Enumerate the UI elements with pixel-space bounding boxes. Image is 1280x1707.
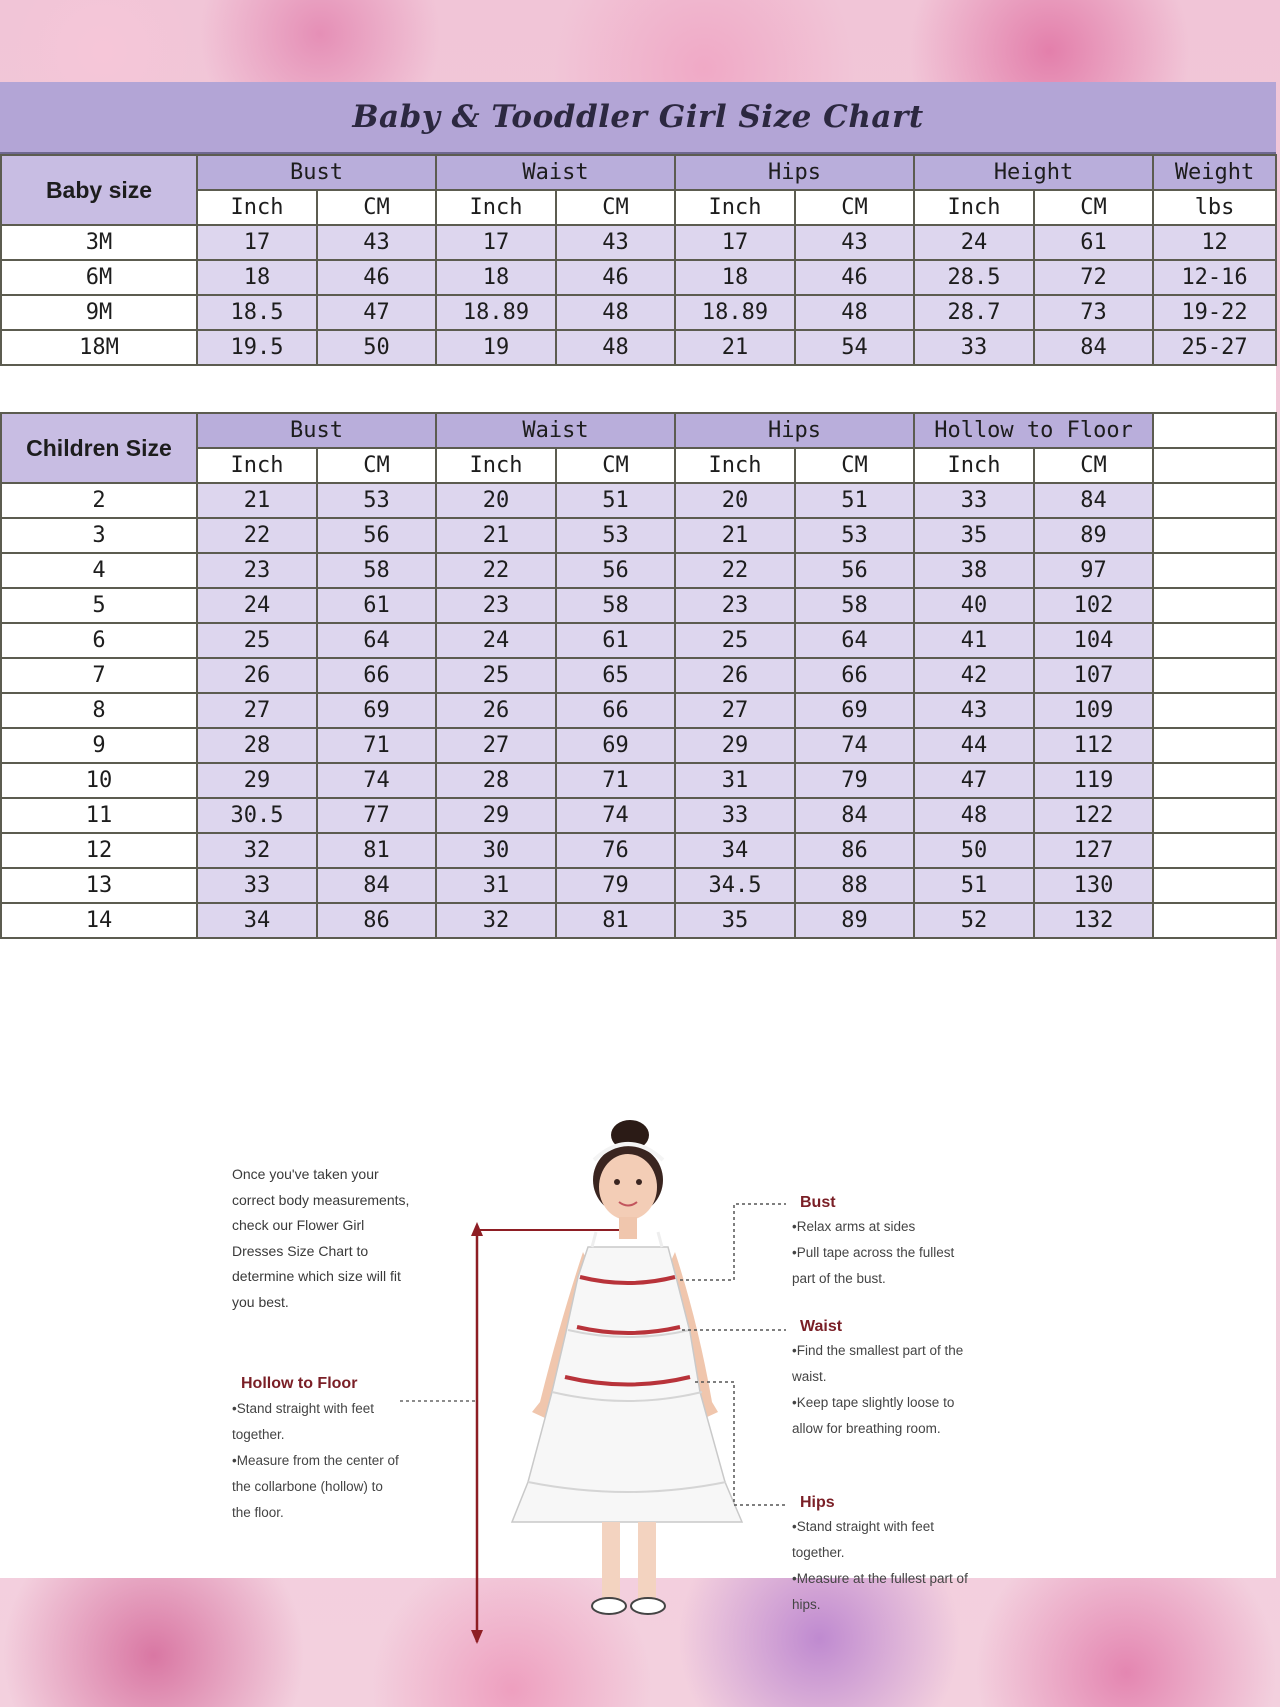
value-cell: 97 <box>1034 553 1153 588</box>
value-cell: 28.7 <box>914 295 1034 330</box>
value-cell: 27 <box>197 693 317 728</box>
right-shoe <box>631 1598 665 1614</box>
value-cell: 66 <box>556 693 675 728</box>
value-cell: 24 <box>914 225 1034 260</box>
value-cell: 86 <box>795 833 914 868</box>
value-cell: 132 <box>1034 903 1153 938</box>
empty-cell <box>1153 518 1276 553</box>
value-cell: 69 <box>556 728 675 763</box>
bust-heading: Bust <box>800 1194 836 1211</box>
value-cell: 104 <box>1034 623 1153 658</box>
unit-header: CM <box>317 448 436 483</box>
value-cell: 61 <box>1034 225 1153 260</box>
size-cell: 13 <box>1 868 197 903</box>
value-cell: 18.89 <box>436 295 556 330</box>
value-cell: 74 <box>317 763 436 798</box>
table-row <box>1 588 1276 623</box>
value-cell: 32 <box>197 833 317 868</box>
value-cell: 25 <box>436 658 556 693</box>
right-leg <box>638 1522 656 1602</box>
value-cell: 51 <box>914 868 1034 903</box>
size-cell: 9M <box>1 295 197 330</box>
size-cell: 3M <box>1 225 197 260</box>
value-cell: 25 <box>675 623 795 658</box>
value-cell: 51 <box>795 483 914 518</box>
value-cell: 76 <box>556 833 675 868</box>
bust-leader <box>680 1204 786 1280</box>
table-row <box>1 903 1276 938</box>
unit-header: CM <box>795 448 914 483</box>
value-cell: 107 <box>1034 658 1153 693</box>
empty-cell <box>1153 798 1276 833</box>
value-cell: 56 <box>795 553 914 588</box>
chart-title-bar <box>0 82 1276 154</box>
value-cell: 18.89 <box>675 295 795 330</box>
value-cell: 18 <box>675 260 795 295</box>
value-cell: 23 <box>436 588 556 623</box>
value-cell: 35 <box>675 903 795 938</box>
group-header: Height <box>914 155 1153 190</box>
size-column-header: Children Size <box>1 413 197 483</box>
intro-line: check our Flower Girl <box>232 1217 365 1233</box>
value-cell: 17 <box>436 225 556 260</box>
value-cell: 58 <box>556 588 675 623</box>
table-row <box>1 868 1276 903</box>
empty-cell <box>1153 763 1276 798</box>
baby-size-table <box>0 154 1277 366</box>
value-cell: 27 <box>436 728 556 763</box>
value-cell: 35 <box>914 518 1034 553</box>
value-cell: 50 <box>317 330 436 365</box>
value-cell: 48 <box>556 295 675 330</box>
value-cell: 64 <box>795 623 914 658</box>
unit-header: Inch <box>197 190 317 225</box>
bust-line: part of the bust. <box>792 1271 886 1286</box>
unit-header: CM <box>556 190 675 225</box>
value-cell: 30 <box>436 833 556 868</box>
value-cell: 77 <box>317 798 436 833</box>
size-cell: 7 <box>1 658 197 693</box>
left-shoe <box>592 1598 626 1614</box>
value-cell: 69 <box>795 693 914 728</box>
measurement-guide <box>0 1062 1276 1660</box>
value-cell: 73 <box>1034 295 1153 330</box>
intro-line: Dresses Size Chart to <box>232 1242 369 1259</box>
unit-header: CM <box>317 190 436 225</box>
value-cell: 81 <box>317 833 436 868</box>
face <box>599 1154 657 1220</box>
value-cell: 84 <box>317 868 436 903</box>
value-cell: 86 <box>317 903 436 938</box>
size-cell: 6M <box>1 260 197 295</box>
value-cell: 25 <box>197 623 317 658</box>
value-cell: 66 <box>795 658 914 693</box>
value-cell: 17 <box>197 225 317 260</box>
group-header-row <box>1 155 1276 190</box>
hips-heading: Hips <box>800 1494 835 1511</box>
value-cell: 72 <box>1034 260 1153 295</box>
table-row <box>1 798 1276 833</box>
value-cell: 44 <box>914 728 1034 763</box>
unit-header: CM <box>1034 190 1153 225</box>
value-cell: 12-16 <box>1153 260 1276 295</box>
intro-line: correct body measurements, <box>232 1191 410 1208</box>
value-cell: 32 <box>436 903 556 938</box>
value-cell: 26 <box>436 693 556 728</box>
empty-cell <box>1153 728 1276 763</box>
empty-cell <box>1153 658 1276 693</box>
value-cell: 31 <box>436 868 556 903</box>
value-cell: 56 <box>317 518 436 553</box>
table-row <box>1 763 1276 798</box>
table-row <box>1 260 1276 295</box>
value-cell: 33 <box>197 868 317 903</box>
unit-header: CM <box>795 190 914 225</box>
value-cell: 46 <box>795 260 914 295</box>
hollow-line: •Measure from the center of <box>232 1453 399 1468</box>
value-cell: 42 <box>914 658 1034 693</box>
value-cell: 28 <box>197 728 317 763</box>
unit-header: CM <box>556 448 675 483</box>
empty-cell <box>1153 693 1276 728</box>
value-cell: 26 <box>675 658 795 693</box>
hips-line: •Measure at the fullest part of <box>792 1571 968 1586</box>
table-row <box>1 330 1276 365</box>
hollow-line: •Stand straight with feet <box>232 1401 375 1416</box>
value-cell: 79 <box>795 763 914 798</box>
waist-line: waist. <box>792 1369 827 1384</box>
value-cell: 119 <box>1034 763 1153 798</box>
value-cell: 18.5 <box>197 295 317 330</box>
value-cell: 24 <box>436 623 556 658</box>
value-cell: 28.5 <box>914 260 1034 295</box>
value-cell: 56 <box>556 553 675 588</box>
empty-cell <box>1153 553 1276 588</box>
size-cell: 12 <box>1 833 197 868</box>
group-header-row <box>1 413 1276 448</box>
value-cell: 22 <box>436 553 556 588</box>
group-header: Bust <box>197 155 436 190</box>
value-cell: 22 <box>675 553 795 588</box>
value-cell: 47 <box>317 295 436 330</box>
table-row <box>1 518 1276 553</box>
value-cell: 81 <box>556 903 675 938</box>
value-cell: 52 <box>914 903 1034 938</box>
value-cell: 127 <box>1034 833 1153 868</box>
value-cell: 17 <box>675 225 795 260</box>
unit-header: Inch <box>436 448 556 483</box>
size-chart-sheet <box>0 82 1276 1612</box>
value-cell: 21 <box>197 483 317 518</box>
unit-header: Inch <box>675 190 795 225</box>
value-cell: 122 <box>1034 798 1153 833</box>
children-size-table <box>0 412 1277 939</box>
value-cell: 33 <box>675 798 795 833</box>
unit-header: Inch <box>675 448 795 483</box>
value-cell: 53 <box>317 483 436 518</box>
value-cell: 43 <box>914 693 1034 728</box>
value-cell: 23 <box>197 553 317 588</box>
value-cell: 19.5 <box>197 330 317 365</box>
value-cell: 25-27 <box>1153 330 1276 365</box>
size-cell: 5 <box>1 588 197 623</box>
value-cell: 43 <box>556 225 675 260</box>
value-cell: 34 <box>675 833 795 868</box>
value-cell: 64 <box>317 623 436 658</box>
unit-header: Inch <box>914 448 1034 483</box>
value-cell: 21 <box>436 518 556 553</box>
value-cell: 84 <box>795 798 914 833</box>
group-header: Waist <box>436 413 675 448</box>
size-cell: 2 <box>1 483 197 518</box>
table-row <box>1 553 1276 588</box>
value-cell: 51 <box>556 483 675 518</box>
size-cell: 9 <box>1 728 197 763</box>
size-cell: 6 <box>1 623 197 658</box>
table-row <box>1 483 1276 518</box>
value-cell: 34 <box>197 903 317 938</box>
size-cell: 10 <box>1 763 197 798</box>
value-cell: 46 <box>317 260 436 295</box>
size-cell: 11 <box>1 798 197 833</box>
table-row <box>1 658 1276 693</box>
value-cell: 38 <box>914 553 1034 588</box>
table-row <box>1 728 1276 763</box>
value-cell: 89 <box>1034 518 1153 553</box>
value-cell: 29 <box>675 728 795 763</box>
value-cell: 23 <box>675 588 795 623</box>
waist-line: •Keep tape slightly loose to <box>792 1395 955 1410</box>
value-cell: 34.5 <box>675 868 795 903</box>
value-cell: 58 <box>795 588 914 623</box>
value-cell: 22 <box>197 518 317 553</box>
value-cell: 50 <box>914 833 1034 868</box>
size-cell: 14 <box>1 903 197 938</box>
empty-cell <box>1153 588 1276 623</box>
value-cell: 109 <box>1034 693 1153 728</box>
value-cell: 19-22 <box>1153 295 1276 330</box>
value-cell: 54 <box>795 330 914 365</box>
bust-line: •Pull tape across the fullest <box>792 1245 955 1260</box>
hollow-line: the floor. <box>232 1505 284 1520</box>
value-cell: 48 <box>795 295 914 330</box>
waist-heading: Waist <box>800 1318 843 1335</box>
value-cell: 40 <box>914 588 1034 623</box>
table-row <box>1 225 1276 260</box>
value-cell: 61 <box>317 588 436 623</box>
value-cell: 21 <box>675 518 795 553</box>
value-cell: 74 <box>556 798 675 833</box>
value-cell: 84 <box>1034 330 1153 365</box>
size-cell: 3 <box>1 518 197 553</box>
unit-header: CM <box>1034 448 1153 483</box>
group-header: Hips <box>675 155 914 190</box>
empty-cell <box>1153 448 1276 483</box>
hollow-line: the collarbone (hollow) to <box>232 1479 383 1494</box>
hips-line: •Stand straight with feet <box>792 1519 935 1534</box>
value-cell: 41 <box>914 623 1034 658</box>
group-header: Hips <box>675 413 914 448</box>
value-cell: 89 <box>795 903 914 938</box>
value-cell: 20 <box>436 483 556 518</box>
value-cell: 84 <box>1034 483 1153 518</box>
size-cell: 4 <box>1 553 197 588</box>
value-cell: 31 <box>675 763 795 798</box>
value-cell: 28 <box>436 763 556 798</box>
waist-line: allow for breathing room. <box>792 1421 941 1436</box>
empty-cell <box>1153 483 1276 518</box>
left-leg <box>602 1522 620 1602</box>
value-cell: 65 <box>556 658 675 693</box>
hips-line: hips. <box>792 1597 821 1612</box>
value-cell: 24 <box>197 588 317 623</box>
value-cell: 12 <box>1153 225 1276 260</box>
empty-cell <box>1153 903 1276 938</box>
intro-line: Once you've taken your <box>232 1166 379 1182</box>
waist-line: •Find the smallest part of the <box>792 1343 964 1358</box>
unit-header: Inch <box>197 448 317 483</box>
value-cell: 74 <box>795 728 914 763</box>
value-cell: 66 <box>317 658 436 693</box>
bust-line: •Relax arms at sides <box>792 1219 916 1234</box>
value-cell: 48 <box>556 330 675 365</box>
unit-header: lbs <box>1153 190 1276 225</box>
measurement-illustration <box>0 1062 1276 1660</box>
hollow-heading: Hollow to Floor <box>241 1375 358 1392</box>
value-cell: 18 <box>436 260 556 295</box>
empty-cell <box>1153 868 1276 903</box>
intro-line: determine which size will fit <box>232 1268 401 1284</box>
value-cell: 112 <box>1034 728 1153 763</box>
group-header: Bust <box>197 413 436 448</box>
value-cell: 26 <box>197 658 317 693</box>
value-cell: 53 <box>556 518 675 553</box>
empty-cell <box>1153 623 1276 658</box>
value-cell: 130 <box>1034 868 1153 903</box>
group-header: Weight <box>1153 155 1276 190</box>
hips-line: together. <box>792 1545 845 1560</box>
table-row <box>1 693 1276 728</box>
value-cell: 58 <box>317 553 436 588</box>
value-cell: 18 <box>197 260 317 295</box>
value-cell: 48 <box>914 798 1034 833</box>
size-cell: 8 <box>1 693 197 728</box>
value-cell: 43 <box>795 225 914 260</box>
group-header: Hollow to Floor <box>914 413 1153 448</box>
chart-title: Baby & Tooddler Girl Size Chart <box>352 99 924 135</box>
group-header: Waist <box>436 155 675 190</box>
value-cell: 71 <box>317 728 436 763</box>
value-cell: 33 <box>914 330 1034 365</box>
value-cell: 69 <box>317 693 436 728</box>
size-column-header: Baby size <box>1 155 197 225</box>
value-cell: 33 <box>914 483 1034 518</box>
value-cell: 20 <box>675 483 795 518</box>
value-cell: 21 <box>675 330 795 365</box>
value-cell: 88 <box>795 868 914 903</box>
value-cell: 46 <box>556 260 675 295</box>
value-cell: 19 <box>436 330 556 365</box>
table-row <box>1 623 1276 658</box>
unit-header: Inch <box>914 190 1034 225</box>
table-row <box>1 295 1276 330</box>
value-cell: 29 <box>436 798 556 833</box>
value-cell: 47 <box>914 763 1034 798</box>
value-cell: 53 <box>795 518 914 553</box>
value-cell: 61 <box>556 623 675 658</box>
value-cell: 102 <box>1034 588 1153 623</box>
value-cell: 71 <box>556 763 675 798</box>
table-row <box>1 833 1276 868</box>
value-cell: 29 <box>197 763 317 798</box>
value-cell: 43 <box>317 225 436 260</box>
unit-header: Inch <box>436 190 556 225</box>
value-cell: 30.5 <box>197 798 317 833</box>
empty-cell <box>1153 833 1276 868</box>
value-cell: 27 <box>675 693 795 728</box>
intro-line: you best. <box>232 1293 289 1310</box>
value-cell: 79 <box>556 868 675 903</box>
hollow-line: together. <box>232 1427 285 1442</box>
size-cell: 18M <box>1 330 197 365</box>
empty-cell <box>1153 413 1276 448</box>
